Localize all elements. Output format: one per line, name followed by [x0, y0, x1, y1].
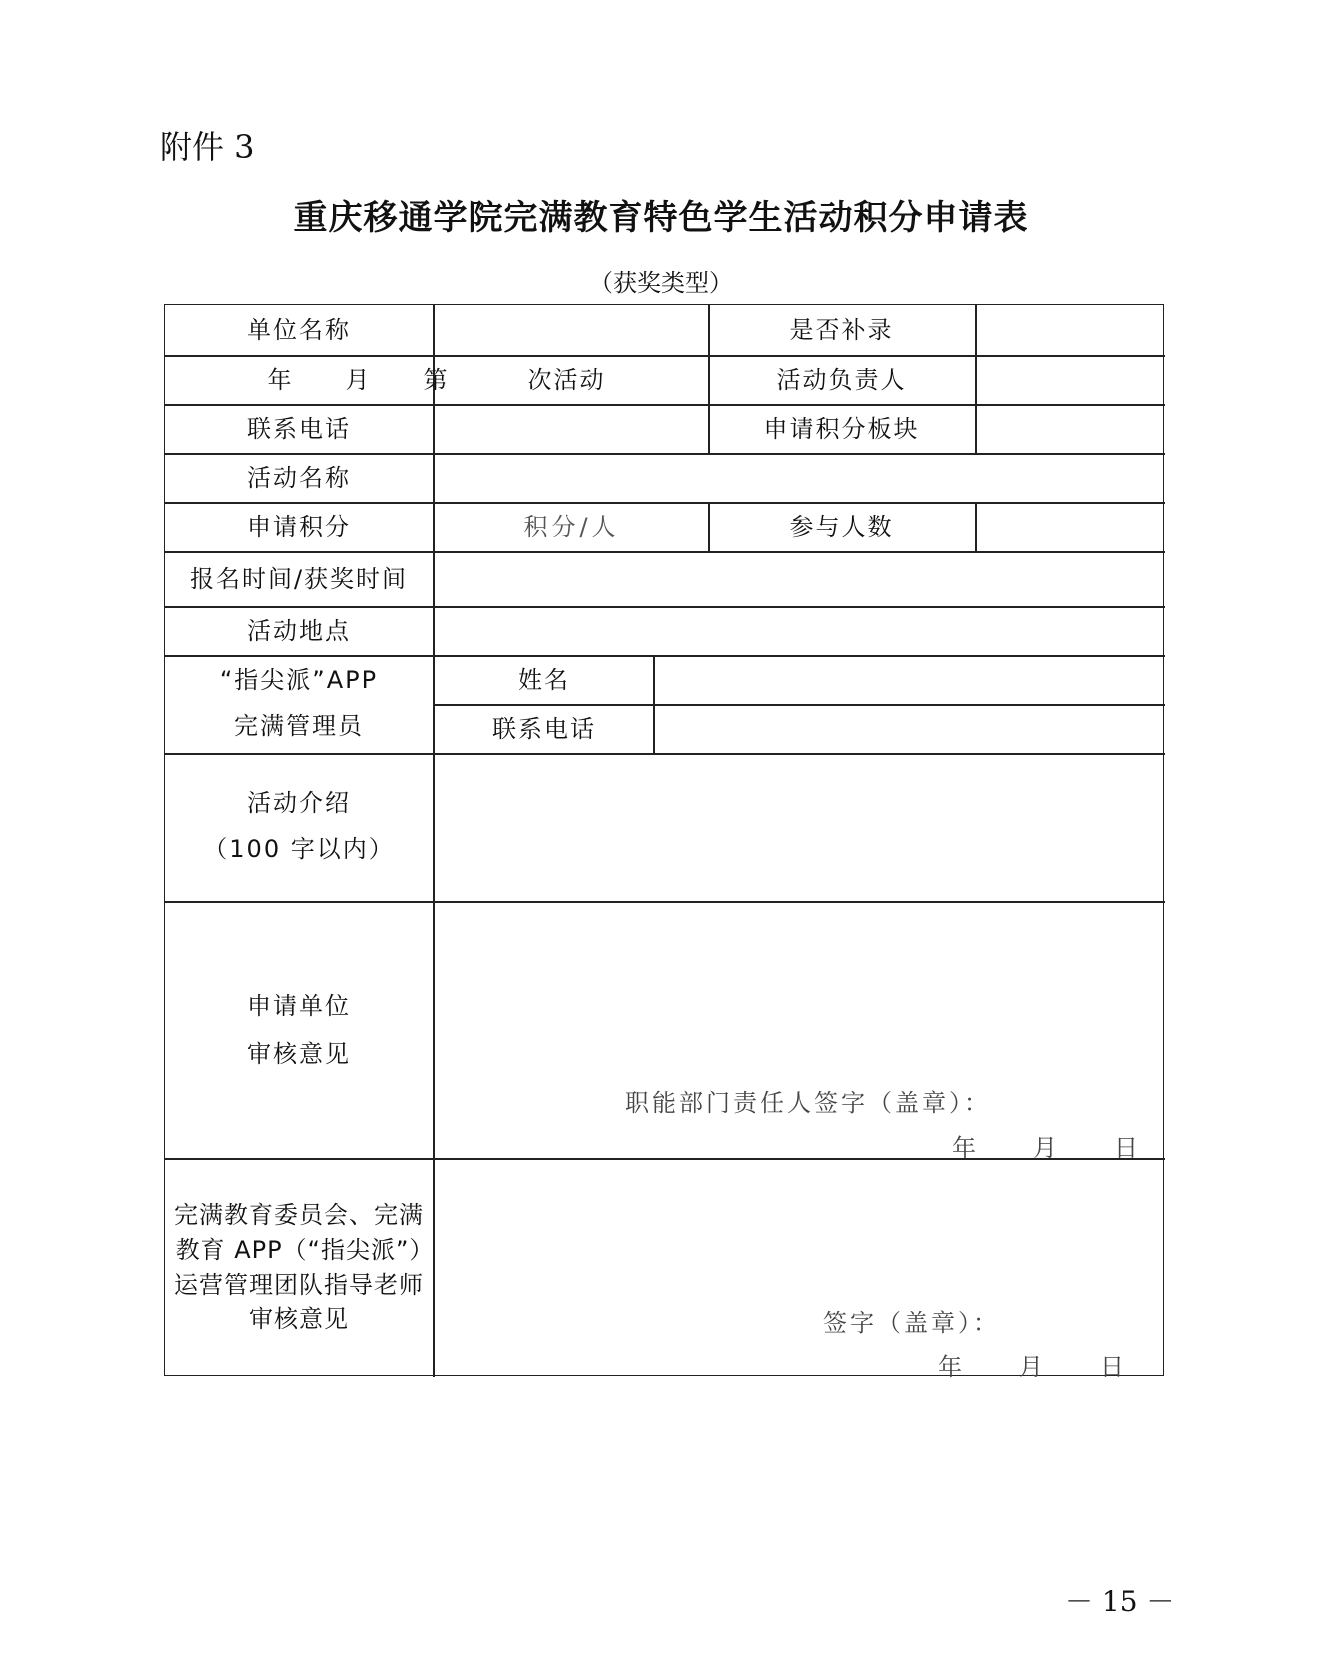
participants-field[interactable] [977, 502, 1165, 551]
admin-phone-label: 联系电话 [492, 714, 596, 743]
committee-date-label: 年 月 日 [938, 1353, 1127, 1381]
review-label-line1: 申请单位 [247, 991, 351, 1020]
review-label-line2: 审核意见 [247, 1039, 351, 1068]
unit-name-field[interactable] [435, 305, 708, 355]
review-signature-label: 职能部门责任人签字（盖章）： [625, 1089, 991, 1117]
location-label: 活动地点 [247, 616, 351, 645]
admin-name-field[interactable] [655, 655, 1165, 704]
review-label [165, 901, 433, 1158]
admin-label-line1: “指尖派”APP [219, 666, 379, 695]
application-form-table [164, 304, 1164, 1381]
module-field[interactable] [977, 404, 1165, 453]
unit-name-label: 单位名称 [247, 316, 351, 344]
activity-name-field[interactable] [435, 453, 1165, 502]
module-label: 申请积分板块 [763, 414, 920, 443]
admin-label [165, 655, 433, 753]
form-subtitle: （获奖类型） [589, 269, 733, 297]
points-label: 申请积分 [247, 512, 351, 541]
attachment-label: 附件 3 [160, 128, 255, 166]
committee-label: 完满教育委员会、完满教育 APP（“指尖派”）运营管理团队指导老师审核意见 [174, 1200, 424, 1334]
intro-label-line1: 活动介绍 [247, 789, 351, 818]
committee-field[interactable] [435, 1158, 1165, 1377]
supplement-label: 是否补录 [789, 316, 894, 344]
location-field[interactable] [435, 606, 1165, 655]
activity-name-label: 活动名称 [247, 463, 351, 492]
session-label: 年 月 第 次活动 [267, 365, 606, 394]
form-title: 重庆移通学院完满教育特色学生活动积分申请表 [293, 198, 1029, 238]
points-field[interactable]: 积分/人 [523, 512, 620, 541]
intro-label [165, 753, 433, 901]
admin-label-line2: 完满管理员 [234, 712, 364, 740]
phone-field[interactable] [435, 404, 708, 453]
review-field[interactable] [435, 901, 1165, 1158]
supplement-field[interactable] [977, 305, 1165, 355]
time-field[interactable] [435, 551, 1165, 606]
time-label: 报名时间/获奖时间 [189, 564, 409, 593]
leader-field[interactable] [977, 355, 1165, 404]
committee-signature-label: 签字（盖章）： [823, 1309, 1000, 1337]
participants-label: 参与人数 [789, 512, 894, 541]
admin-name-label: 姓名 [518, 665, 570, 694]
intro-label-line2: （100 字以内） [203, 835, 395, 863]
leader-label: 活动负责人 [776, 365, 907, 394]
admin-phone-field[interactable] [655, 704, 1165, 753]
phone-label: 联系电话 [247, 414, 351, 443]
page-number: － 15 － [1065, 1585, 1175, 1618]
review-date-label: 年 月 日 [952, 1134, 1141, 1162]
intro-field[interactable] [435, 753, 1165, 901]
